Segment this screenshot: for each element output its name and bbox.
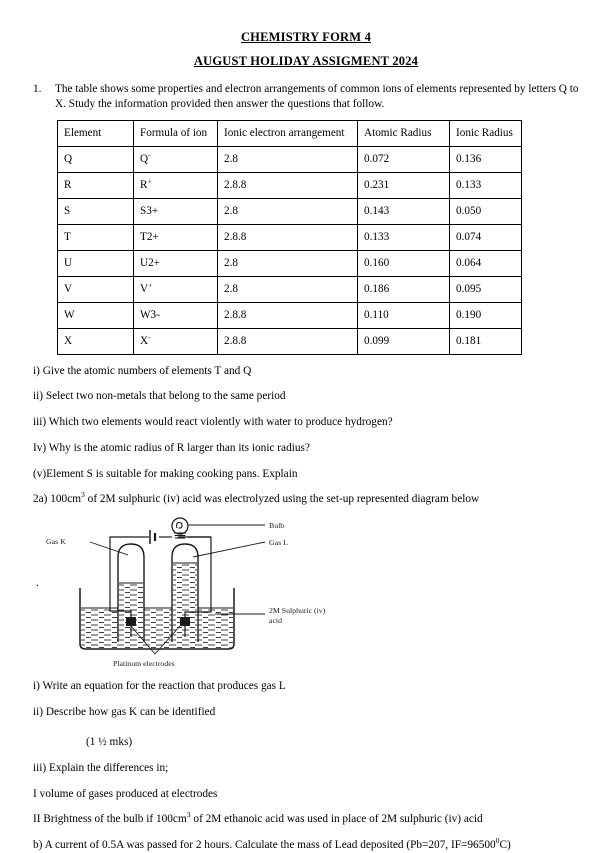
- cell-atomic-radius: 0.160: [358, 250, 450, 276]
- cell-ionic-radius: 0.064: [450, 250, 522, 276]
- cell-arrangement: 2.8.8: [218, 224, 358, 250]
- cell-element: U: [58, 250, 134, 276]
- column-header-ionic-radius: Ionic Radius: [450, 120, 522, 146]
- formula-charge: +: [147, 176, 152, 186]
- electrolysis-diagram: [0, 513, 612, 668]
- table-row: [58, 302, 522, 328]
- question-2-sub-ii: ii) Describe how gas K can be identified: [33, 705, 216, 718]
- cell-element: X: [58, 328, 134, 354]
- right-platinum-electrode: [180, 617, 190, 626]
- question-2a-prefix: 2a) 100cm: [33, 493, 81, 506]
- cell-element: Q: [58, 146, 134, 172]
- table-row: [58, 276, 522, 302]
- cell-atomic-radius: 0.133: [358, 224, 450, 250]
- question-2b-text: [0, 838, 612, 853]
- label-bulb: Bulb: [269, 520, 285, 530]
- label-acid-line-2: acid: [269, 615, 282, 625]
- cell-formula: [134, 146, 218, 172]
- formula-base: T2+: [140, 231, 159, 244]
- element-properties-table: [57, 120, 522, 355]
- question-2b-rest: C): [499, 838, 511, 851]
- cell-ionic-radius: 0.190: [450, 302, 522, 328]
- cell-ionic-radius: 0.074: [450, 224, 522, 250]
- question-1-sub-i: i) Give the atomic numbers of elements T and Q: [33, 364, 252, 377]
- gas-l-leader-line: [193, 542, 265, 557]
- cell-arrangement: 2.8.8: [218, 172, 358, 198]
- electrolysis-apparatus-svg: [0, 513, 612, 668]
- formula-charge: -: [148, 150, 151, 160]
- table-row: [58, 250, 522, 276]
- cell-ionic-radius: 0.133: [450, 172, 522, 198]
- cell-ionic-radius: 0.181: [450, 328, 522, 354]
- cell-ionic-radius: 0.050: [450, 198, 522, 224]
- column-header-arrangement: Ionic electron arrangement: [218, 120, 358, 146]
- question-1-sub-iii: iii) Which two elements would react violently with water to produce hydrogen?: [33, 416, 393, 429]
- column-header-atomic-radius: Atomic Radius: [358, 120, 450, 146]
- table-row: [58, 146, 522, 172]
- cell-element: R: [58, 172, 134, 198]
- roman-two-rest: of 2M ethanoic acid was used in place of 2M sulphuric (iv) acid: [190, 813, 483, 826]
- question-1-text: The table shows some properties and electron arrangements of common ions of elements represented by letters Q to X. Study the information provided then answer the questions that follow.: [55, 83, 579, 110]
- column-header-element: Element: [58, 120, 134, 146]
- formula-base: W3-: [140, 309, 160, 322]
- cell-element: W: [58, 302, 134, 328]
- formula-charge: +: [148, 280, 153, 290]
- question-2a-text: [0, 492, 612, 507]
- table-row: [58, 172, 522, 198]
- cell-atomic-radius: 0.231: [358, 172, 450, 198]
- cell-formula: [134, 172, 218, 198]
- question-2-sub-iii: iii) Explain the differences in;: [33, 761, 169, 774]
- question-2b-prefix: b) A current of 0.5A was passed for 2 hours. Calculate the mass of Lead deposited (Pb=207, IF=96500: [33, 838, 496, 851]
- cell-arrangement: 2.8: [218, 198, 358, 224]
- label-platinum-electrodes: Platinum electrodes: [113, 658, 175, 668]
- cell-ionic-radius: 0.136: [450, 146, 522, 172]
- formula-base: U2+: [140, 257, 160, 270]
- stray-period-mark: .: [36, 577, 39, 589]
- question-1-number: 1.: [33, 83, 42, 95]
- cell-arrangement: 2.8.8: [218, 328, 358, 354]
- formula-base: X: [140, 335, 149, 348]
- cell-atomic-radius: 0.143: [358, 198, 450, 224]
- degree-superscript: 0: [495, 836, 500, 846]
- cell-atomic-radius: 0.110: [358, 302, 450, 328]
- left-platinum-electrode: [126, 617, 136, 626]
- cell-arrangement: 2.8: [218, 250, 358, 276]
- question-2-roman-two: [0, 812, 612, 827]
- column-header-formula: Formula of ion: [134, 120, 218, 146]
- page-subtitle: AUGUST HOLIDAY ASSIGMENT 2024: [193, 54, 419, 68]
- cell-formula: [134, 198, 218, 224]
- bulb-glass: [172, 518, 188, 534]
- cubic-superscript: 3: [81, 490, 85, 500]
- cell-element: T: [58, 224, 134, 250]
- cell-formula: [134, 276, 218, 302]
- label-gas-l: Gas L: [269, 537, 288, 547]
- formula-charge: -: [148, 332, 151, 342]
- cell-arrangement: 2.8.8: [218, 302, 358, 328]
- formula-base: S3+: [140, 205, 159, 218]
- cell-atomic-radius: 0.099: [358, 328, 450, 354]
- table-row: [58, 224, 522, 250]
- formula-base: Q: [140, 153, 149, 166]
- cell-arrangement: 2.8: [218, 276, 358, 302]
- formula-base: V: [140, 283, 149, 296]
- table-header-row: [58, 120, 522, 146]
- title-block: [0, 0, 612, 69]
- cell-element: S: [58, 198, 134, 224]
- question-1-sub-iv: Iv) Why is the atomic radius of R larger than its ionic radius?: [33, 441, 310, 454]
- page-title: CHEMISTRY FORM 4: [240, 30, 372, 44]
- marks-allocation: (1 ½ mks): [86, 736, 133, 749]
- label-gas-k: Gas K: [46, 536, 66, 546]
- question-1-intro: [0, 82, 612, 112]
- question-2a-rest: of 2M sulphuric (iv) acid was electrolyzed using the set-up represented diagram below: [84, 493, 480, 506]
- question-2-sub-i: i) Write an equation for the reaction that produces gas L: [33, 679, 286, 692]
- cell-formula: [134, 302, 218, 328]
- table-row: [58, 198, 522, 224]
- roman-two-prefix: II Brightness of the bulb if 100cm: [33, 813, 187, 826]
- cell-atomic-radius: 0.186: [358, 276, 450, 302]
- cubic-superscript: 3: [186, 810, 191, 820]
- cell-formula: [134, 328, 218, 354]
- label-acid-line-1: 2M Sulphuric (iv): [269, 605, 326, 615]
- cell-formula: [134, 224, 218, 250]
- question-1-sub-v: (v)Element S is suitable for making cooking pans. Explain: [33, 467, 298, 480]
- cell-ionic-radius: 0.095: [450, 276, 522, 302]
- cell-atomic-radius: 0.072: [358, 146, 450, 172]
- beaker-acid-liquid: [81, 608, 233, 648]
- formula-base: R: [140, 179, 148, 192]
- cell-element: V: [58, 276, 134, 302]
- question-1-sub-ii: ii) Select two non-metals that belong to the same period: [33, 390, 286, 403]
- cell-arrangement: 2.8: [218, 146, 358, 172]
- question-2-roman-one: I volume of gases produced at electrodes: [33, 787, 218, 800]
- table-row: [58, 328, 522, 354]
- cell-formula: [134, 250, 218, 276]
